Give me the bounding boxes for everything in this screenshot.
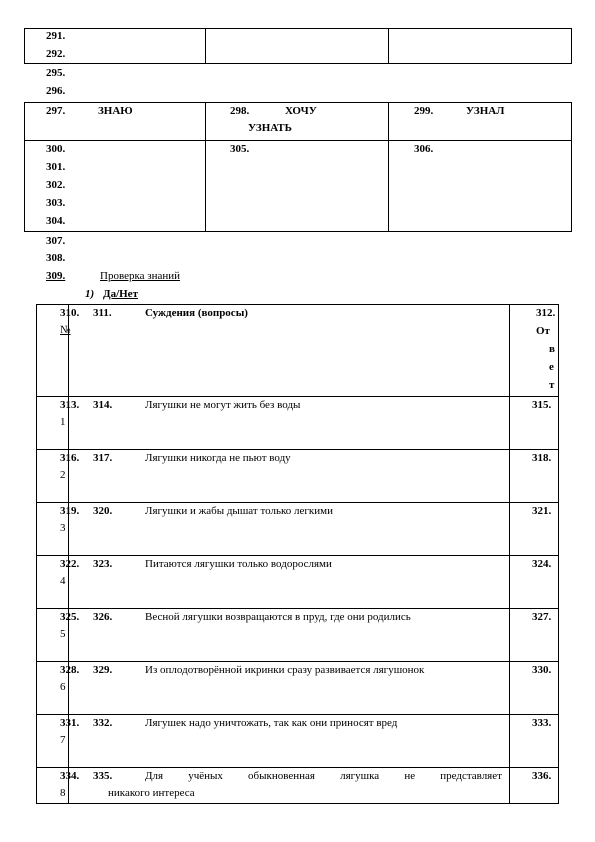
quiz-row-index: 2 <box>60 469 66 481</box>
quiz-row-line <box>36 449 559 450</box>
quiz-statement: Лягушки и жабы дышат только легкими <box>145 505 333 517</box>
row-number: 302. <box>46 179 66 191</box>
row-number: 301. <box>46 161 66 173</box>
quiz-table <box>36 304 559 804</box>
quiz-row-num: 325. <box>60 611 80 623</box>
quiz-header-answer: От <box>536 325 550 337</box>
quiz-row-line <box>36 714 559 715</box>
quiz-word: представляет <box>440 770 502 782</box>
row-number: 304. <box>46 215 66 227</box>
kwl-divider <box>205 102 206 232</box>
quiz-statement-cont: никакого интереса <box>108 787 195 799</box>
quiz-row-index: 3 <box>60 522 66 534</box>
row-number: 308. <box>46 252 66 264</box>
quiz-row-num: 313. <box>60 399 80 411</box>
quiz-row-num: 335. <box>93 770 113 782</box>
quiz-header-answer: е <box>549 361 554 373</box>
quiz-answer-cell[interactable]: 327. <box>532 611 552 623</box>
quiz-statement: Весной лягушки возвращаются в пруд, где они родились <box>145 611 411 623</box>
quiz-header-num: 311. <box>93 307 112 319</box>
kwl-header-label: УЗНАТЬ <box>248 122 292 134</box>
quiz-word: учёных <box>188 770 223 782</box>
quiz-row-index: 1 <box>60 416 66 428</box>
quiz-row-index: 6 <box>60 681 66 693</box>
quiz-row-num: 323. <box>93 558 113 570</box>
kwl-header-num: 299. <box>414 105 434 117</box>
quiz-row-line <box>36 502 559 503</box>
quiz-row-line <box>36 661 559 662</box>
quiz-row-num: 334. <box>60 770 80 782</box>
quiz-statement: Из оплодотворённой икринки сразу развивается лягушонок <box>145 664 425 676</box>
quiz-row-index: 4 <box>60 575 66 587</box>
quiz-row-index: 7 <box>60 734 66 746</box>
kwl-header-label: УЗНАЛ <box>466 105 505 117</box>
row-number: 296. <box>46 85 66 97</box>
row-number: 307. <box>46 235 66 247</box>
row-number: 295. <box>46 67 66 79</box>
quiz-word: Для <box>145 770 164 782</box>
quiz-statement: Питаются лягушки только водорослями <box>145 558 332 570</box>
row-number: 292. <box>46 48 66 60</box>
section-number: 309. <box>46 270 66 282</box>
quiz-row-line <box>36 608 559 609</box>
quiz-word: лягушка <box>340 770 380 782</box>
quiz-answer-cell[interactable]: 336. <box>532 770 552 782</box>
quiz-row-num: 331. <box>60 717 80 729</box>
quiz-answer-cell[interactable]: 315. <box>532 399 552 411</box>
row-number: 305. <box>230 143 250 155</box>
quiz-row-num: 332. <box>93 717 113 729</box>
row-number: 300. <box>46 143 66 155</box>
quiz-header-title: Суждения (вопросы) <box>145 307 248 319</box>
quiz-answer-cell[interactable]: 324. <box>532 558 552 570</box>
quiz-word: обыкновенная <box>248 770 315 782</box>
quiz-header-num: 310. <box>60 307 80 319</box>
kwl-header-num: 297. <box>46 105 66 117</box>
kwl-header-label: ХОЧУ <box>285 105 317 117</box>
quiz-statement <box>145 770 502 782</box>
row-number: 303. <box>46 197 66 209</box>
quiz-col-divider <box>68 304 69 804</box>
row-number: 306. <box>414 143 434 155</box>
quiz-row-line <box>36 396 559 397</box>
subsection-number: 1) <box>85 288 95 300</box>
top-table-divider <box>388 28 389 64</box>
subsection-title: Да/Нет <box>103 288 138 300</box>
quiz-row-num: 314. <box>93 399 113 411</box>
quiz-word: не <box>404 770 416 782</box>
quiz-row-num: 316. <box>60 452 80 464</box>
quiz-row-num: 328. <box>60 664 80 676</box>
quiz-row-line <box>36 555 559 556</box>
quiz-header-answer: т <box>549 379 555 391</box>
top-table <box>24 28 572 64</box>
quiz-answer-cell[interactable]: 333. <box>532 717 552 729</box>
quiz-header-num: 312. <box>536 307 556 319</box>
quiz-header-no: № <box>60 324 71 336</box>
kwl-header-label: ЗНАЮ <box>98 105 133 117</box>
quiz-answer-cell[interactable]: 321. <box>532 505 552 517</box>
quiz-row-num: 320. <box>93 505 113 517</box>
kwl-header-line <box>24 140 572 141</box>
quiz-row-index: 5 <box>60 628 66 640</box>
quiz-row-index: 8 <box>60 787 66 799</box>
quiz-answer-cell[interactable]: 318. <box>532 452 552 464</box>
quiz-row-num: 317. <box>93 452 113 464</box>
kwl-table <box>24 102 572 232</box>
quiz-row-num: 319. <box>60 505 80 517</box>
quiz-statement: Лягушки никогда не пьют воду <box>145 452 291 464</box>
quiz-row-num: 329. <box>93 664 113 676</box>
quiz-statement: Лягушки не могут жить без воды <box>145 399 301 411</box>
section-title: Проверка знаний <box>100 270 181 282</box>
quiz-row-line <box>36 767 559 768</box>
row-number: 291. <box>46 30 66 42</box>
quiz-row-num: 322. <box>60 558 80 570</box>
kwl-divider <box>388 102 389 232</box>
quiz-header-answer: в <box>549 343 555 355</box>
kwl-header-num: 298. <box>230 105 250 117</box>
quiz-col-divider <box>509 304 510 804</box>
quiz-answer-cell[interactable]: 330. <box>532 664 552 676</box>
quiz-statement: Лягушек надо уничтожать, так как они приносят вред <box>145 717 398 729</box>
top-table-divider <box>205 28 206 64</box>
quiz-row-num: 326. <box>93 611 113 623</box>
